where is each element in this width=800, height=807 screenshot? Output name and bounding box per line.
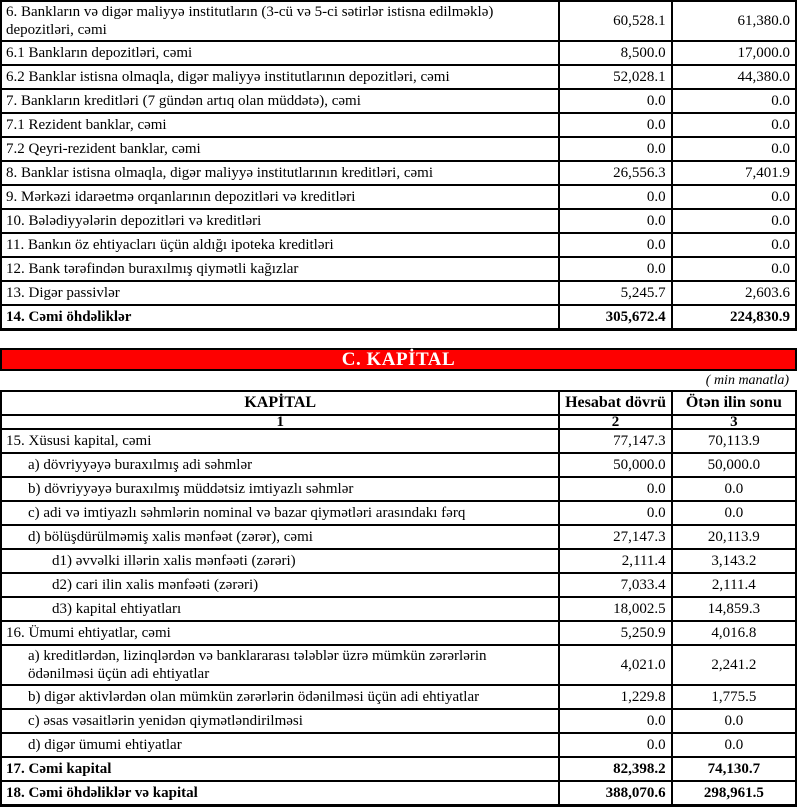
value-previous-year-end: 7,401.9 bbox=[672, 161, 796, 185]
row-label: 6.2 Banklar istisna olmaqla, digər maliyyə institutlarının depozitləri, cəmi bbox=[1, 65, 559, 89]
table-row bbox=[1, 621, 796, 645]
row-label: a) kreditlərdən, lizinqlərdən və banklararası tələblər üzrə mümkün zərərlərin ödənilməsi üçün adi ehtiyatlar bbox=[1, 645, 559, 685]
value-previous-year-end: 20,113.9 bbox=[672, 525, 796, 549]
row-label: 11. Bankın öz ehtiyacları üçün aldığı ipoteka kreditləri bbox=[1, 233, 559, 257]
row-label: d1) əvvəlki illərin xalis mənfəəti (zərəri) bbox=[1, 549, 559, 573]
value-previous-year-end: 0.0 bbox=[672, 501, 796, 525]
row-label: c) əsas vəsaitlərin yenidən qiymətləndirilməsi bbox=[1, 709, 559, 733]
value-current-period: 0.0 bbox=[559, 209, 671, 233]
value-current-period: 52,028.1 bbox=[559, 65, 671, 89]
value-previous-year-end: 74,130.7 bbox=[672, 757, 796, 781]
row-label: 10. Bələdiyyələrin depozitləri və kreditləri bbox=[1, 209, 559, 233]
table-row bbox=[1, 477, 796, 501]
table-row bbox=[1, 645, 796, 685]
value-current-period: 0.0 bbox=[559, 477, 671, 501]
value-current-period: 82,398.2 bbox=[559, 757, 671, 781]
value-previous-year-end: 0.0 bbox=[672, 477, 796, 501]
value-current-period: 305,672.4 bbox=[559, 305, 671, 330]
row-label: 14. Cəmi öhdəliklər bbox=[1, 305, 559, 330]
row-label: 18. Cəmi öhdəliklər və kapital bbox=[1, 781, 559, 806]
value-previous-year-end: 224,830.9 bbox=[672, 305, 796, 330]
row-label: 13. Digər passivlər bbox=[1, 281, 559, 305]
table-row bbox=[1, 161, 796, 185]
header-current-period: Hesabat dövrü bbox=[559, 391, 671, 415]
row-label: 8. Banklar istisna olmaqla, digər maliyyə institutlarının kreditləri, cəmi bbox=[1, 161, 559, 185]
value-current-period: 18,002.5 bbox=[559, 597, 671, 621]
table-row bbox=[1, 137, 796, 161]
value-previous-year-end: 0.0 bbox=[672, 185, 796, 209]
value-previous-year-end: 50,000.0 bbox=[672, 453, 796, 477]
table-row bbox=[1, 257, 796, 281]
row-label: 12. Bank tərəfindən buraxılmış qiymətli kağızlar bbox=[1, 257, 559, 281]
table-row bbox=[1, 233, 796, 257]
row-label: 7.2 Qeyri-rezident banklar, cəmi bbox=[1, 137, 559, 161]
capital-section-title: C. KAPİTAL bbox=[341, 349, 456, 370]
capital-table bbox=[0, 390, 797, 807]
value-previous-year-end: 1,775.5 bbox=[672, 685, 796, 709]
value-previous-year-end: 3,143.2 bbox=[672, 549, 796, 573]
column-number-2: 2 bbox=[559, 415, 671, 429]
value-current-period: 0.0 bbox=[559, 709, 671, 733]
value-current-period: 50,000.0 bbox=[559, 453, 671, 477]
capital-table-header-row bbox=[1, 391, 796, 415]
row-label: 16. Ümumi ehtiyatlar, cəmi bbox=[1, 621, 559, 645]
value-previous-year-end: 0.0 bbox=[672, 89, 796, 113]
value-previous-year-end: 298,961.5 bbox=[672, 781, 796, 806]
value-previous-year-end: 0.0 bbox=[672, 209, 796, 233]
value-current-period: 0.0 bbox=[559, 233, 671, 257]
value-current-period: 1,229.8 bbox=[559, 685, 671, 709]
row-label: d2) cari ilin xalis mənfəəti (zərəri) bbox=[1, 573, 559, 597]
table-row bbox=[1, 501, 796, 525]
row-label: 7.1 Rezident banklar, cəmi bbox=[1, 113, 559, 137]
table-row bbox=[1, 549, 796, 573]
table-row bbox=[1, 525, 796, 549]
value-current-period: 8,500.0 bbox=[559, 41, 671, 65]
value-current-period: 0.0 bbox=[559, 257, 671, 281]
value-current-period: 4,021.0 bbox=[559, 645, 671, 685]
value-current-period: 0.0 bbox=[559, 733, 671, 757]
value-current-period: 60,528.1 bbox=[559, 1, 671, 41]
value-previous-year-end: 61,380.0 bbox=[672, 1, 796, 41]
row-label: c) adi və imtiyazlı səhmlərin nominal və bazar qiymətləri arasındakı fərq bbox=[1, 501, 559, 525]
table-row bbox=[1, 573, 796, 597]
value-current-period: 2,111.4 bbox=[559, 549, 671, 573]
table-row bbox=[1, 597, 796, 621]
value-previous-year-end: 4,016.8 bbox=[672, 621, 796, 645]
row-label: 9. Mərkəzi idarəetmə orqanlarının depozitləri və kreditləri bbox=[1, 185, 559, 209]
table-row bbox=[1, 1, 796, 41]
capital-section-banner bbox=[0, 348, 797, 371]
table-row bbox=[1, 709, 796, 733]
value-previous-year-end: 44,380.0 bbox=[672, 65, 796, 89]
value-previous-year-end: 2,603.6 bbox=[672, 281, 796, 305]
column-number-3: 3 bbox=[672, 415, 796, 429]
value-current-period: 0.0 bbox=[559, 137, 671, 161]
row-label: 6. Bankların və digər maliyyə institutların (3-cü və 5-ci sətirlər istisna edilməklə) depozitləri, cəmi bbox=[1, 1, 559, 41]
row-label: b) dövriyyəyə buraxılmış müddətsiz imtiyazlı səhmlər bbox=[1, 477, 559, 501]
header-previous-year-end: Ötən ilin sonu bbox=[672, 391, 796, 415]
table-row bbox=[1, 305, 796, 330]
table-row bbox=[1, 781, 796, 806]
row-label: a) dövriyyəyə buraxılmış adi səhmlər bbox=[1, 453, 559, 477]
value-current-period: 5,245.7 bbox=[559, 281, 671, 305]
table-row bbox=[1, 65, 796, 89]
row-label: d3) kapital ehtiyatları bbox=[1, 597, 559, 621]
table-row bbox=[1, 113, 796, 137]
value-previous-year-end: 0.0 bbox=[672, 113, 796, 137]
value-current-period: 26,556.3 bbox=[559, 161, 671, 185]
value-previous-year-end: 0.0 bbox=[672, 733, 796, 757]
value-current-period: 388,070.6 bbox=[559, 781, 671, 806]
value-current-period: 0.0 bbox=[559, 501, 671, 525]
value-previous-year-end: 0.0 bbox=[672, 257, 796, 281]
liabilities-table bbox=[0, 0, 797, 331]
value-current-period: 0.0 bbox=[559, 89, 671, 113]
row-label: d) digər ümumi ehtiyatlar bbox=[1, 733, 559, 757]
value-previous-year-end: 0.0 bbox=[672, 709, 796, 733]
table-row bbox=[1, 757, 796, 781]
table-row bbox=[1, 281, 796, 305]
row-label: 7. Bankların kreditləri (7 gündən artıq olan müddətə), cəmi bbox=[1, 89, 559, 113]
table-row bbox=[1, 209, 796, 233]
table-row bbox=[1, 429, 796, 453]
table-row bbox=[1, 685, 796, 709]
table-row bbox=[1, 89, 796, 113]
row-label: 15. Xüsusi kapital, cəmi bbox=[1, 429, 559, 453]
value-previous-year-end: 17,000.0 bbox=[672, 41, 796, 65]
row-label: b) digər aktivlərdən olan mümkün zərərlərin ödənilməsi üçün adi ehtiyatlar bbox=[1, 685, 559, 709]
value-previous-year-end: 0.0 bbox=[672, 233, 796, 257]
value-current-period: 77,147.3 bbox=[559, 429, 671, 453]
table-row bbox=[1, 185, 796, 209]
row-label: d) bölüşdürülməmiş xalis mənfəət (zərər), cəmi bbox=[1, 525, 559, 549]
header-kapital: KAPİTAL bbox=[1, 391, 559, 415]
value-current-period: 27,147.3 bbox=[559, 525, 671, 549]
value-previous-year-end: 14,859.3 bbox=[672, 597, 796, 621]
value-previous-year-end: 0.0 bbox=[672, 137, 796, 161]
table-row bbox=[1, 453, 796, 477]
table-row bbox=[1, 41, 796, 65]
value-current-period: 7,033.4 bbox=[559, 573, 671, 597]
value-current-period: 0.0 bbox=[559, 113, 671, 137]
column-number-row bbox=[1, 415, 796, 429]
value-previous-year-end: 2,241.2 bbox=[672, 645, 796, 685]
row-label: 6.1 Bankların depozitləri, cəmi bbox=[1, 41, 559, 65]
table-row bbox=[1, 733, 796, 757]
unit-note: ( min manatla) bbox=[705, 373, 789, 388]
column-number-1: 1 bbox=[1, 415, 559, 429]
row-label: 17. Cəmi kapital bbox=[1, 757, 559, 781]
value-current-period: 5,250.9 bbox=[559, 621, 671, 645]
value-current-period: 0.0 bbox=[559, 185, 671, 209]
value-previous-year-end: 70,113.9 bbox=[672, 429, 796, 453]
value-previous-year-end: 2,111.4 bbox=[672, 573, 796, 597]
